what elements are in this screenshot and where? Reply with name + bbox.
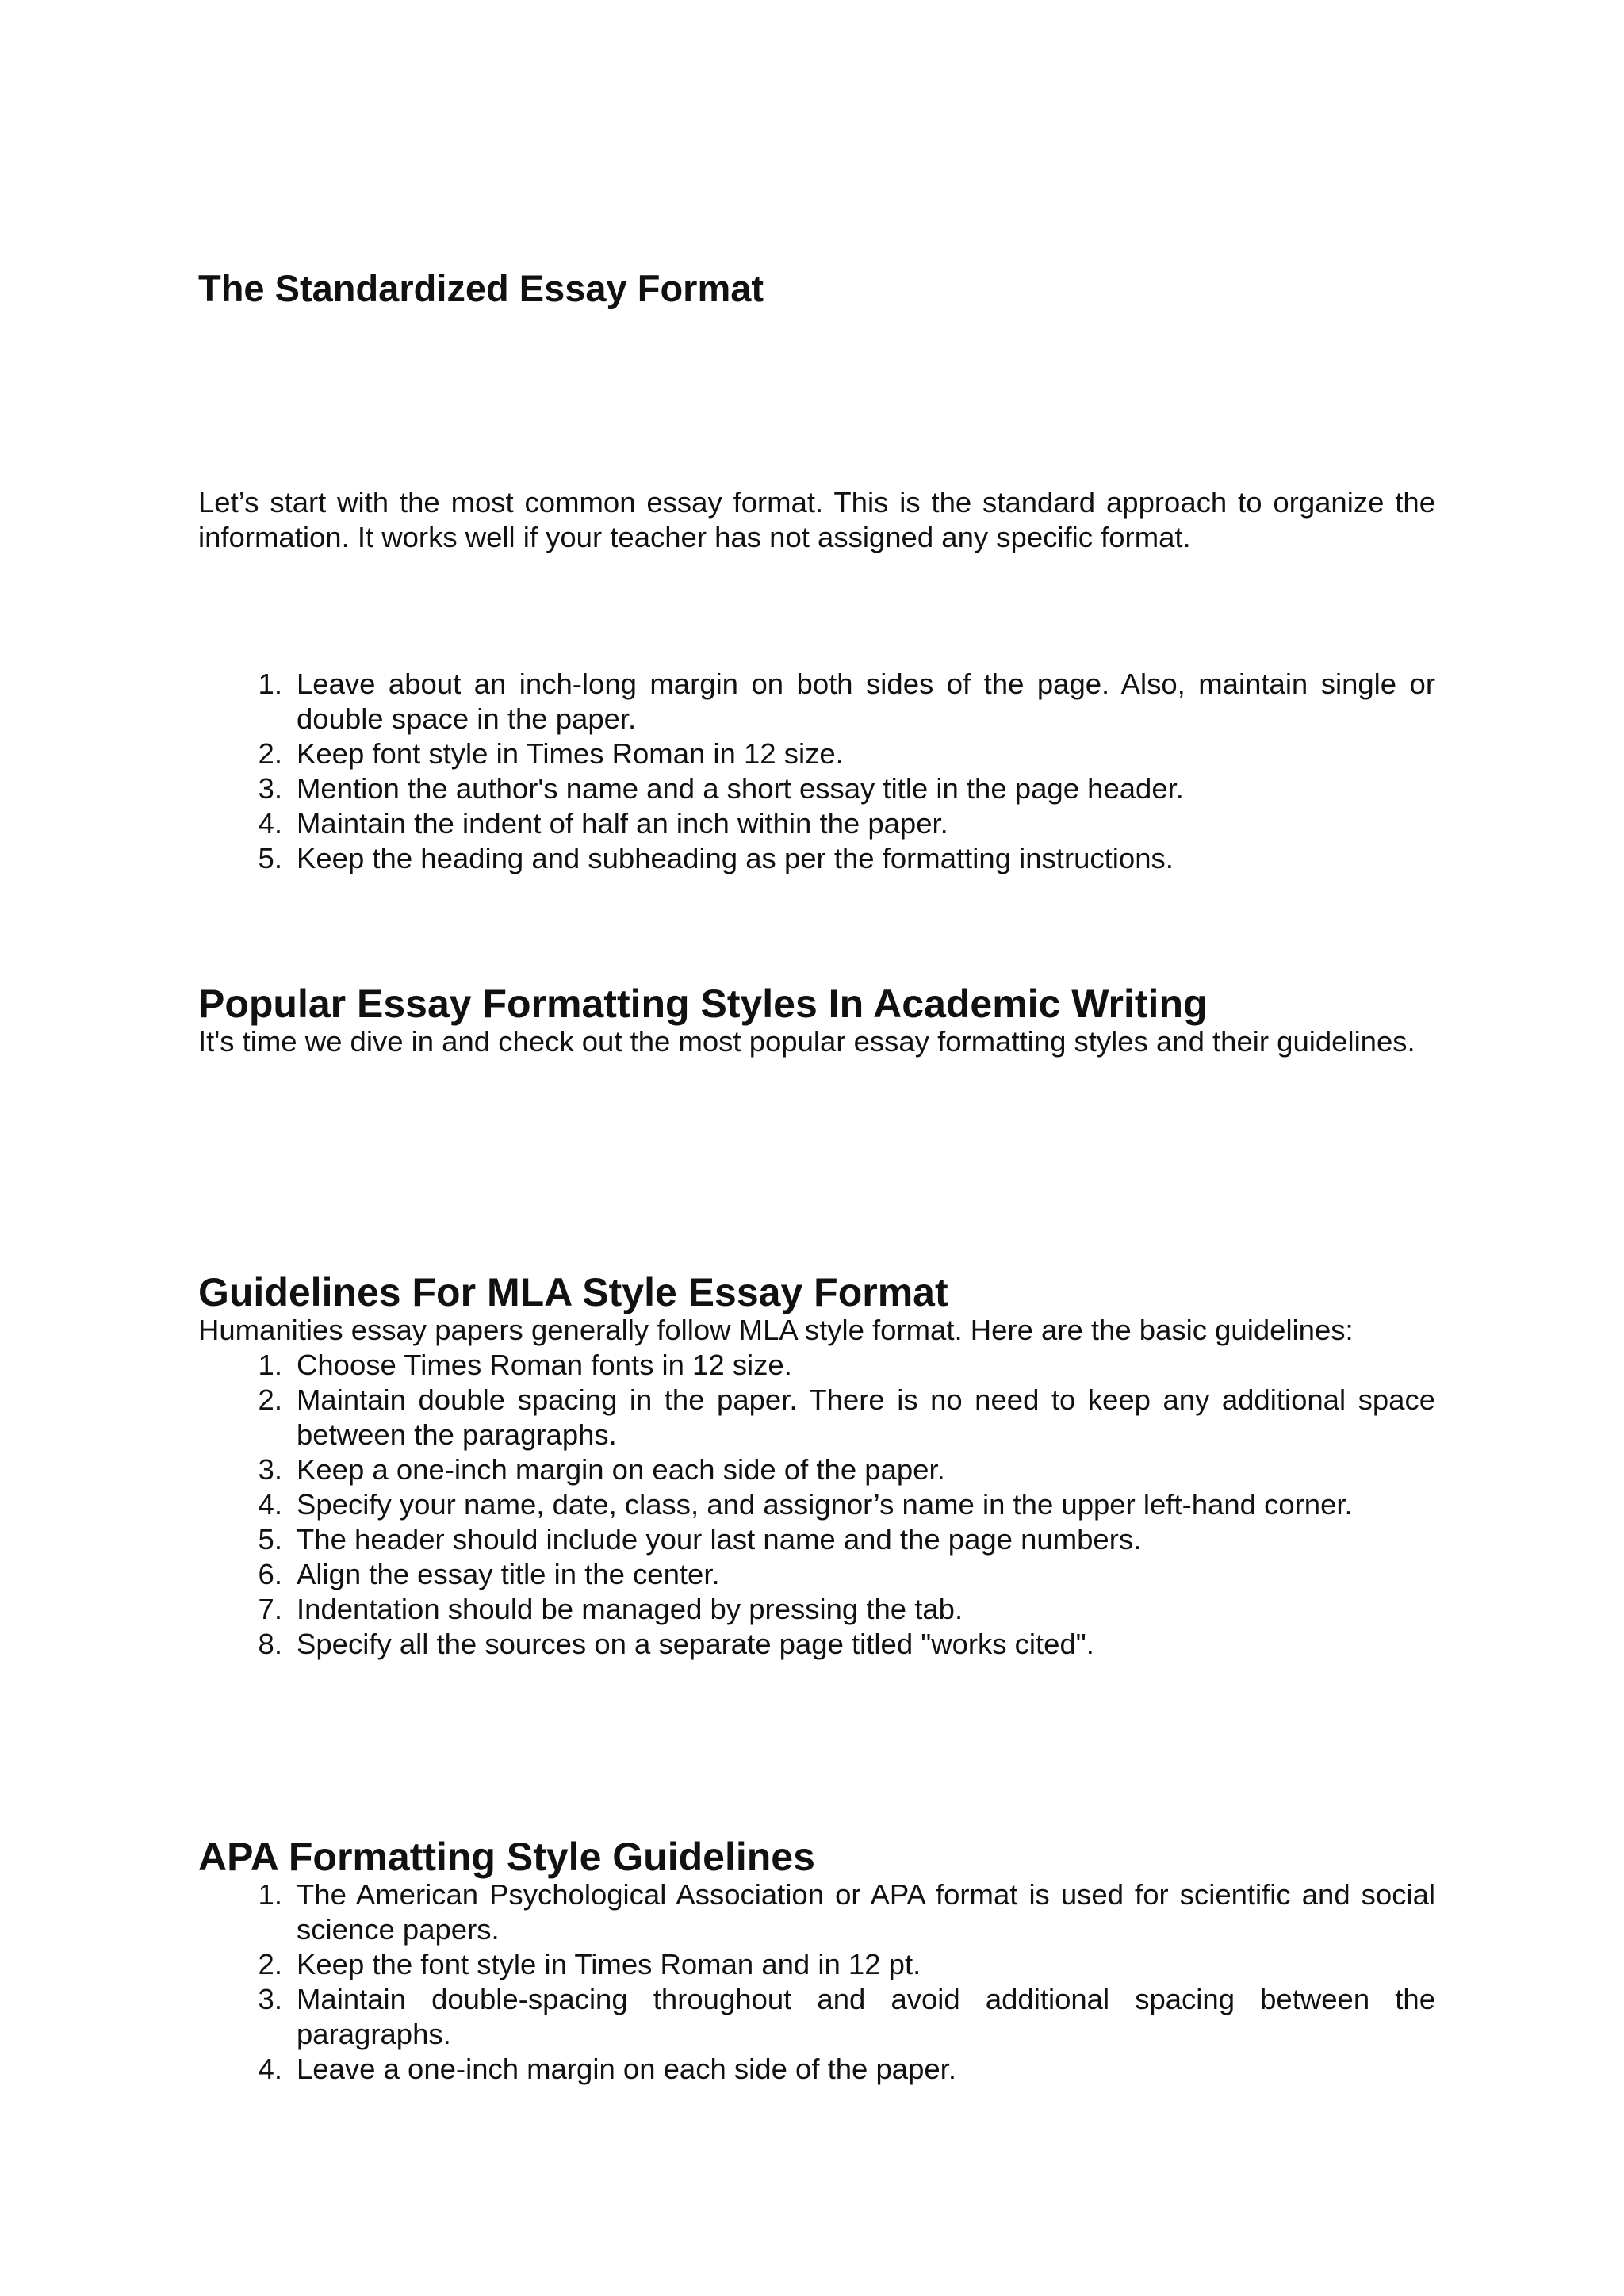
apa-guidelines-list [198, 1877, 1435, 2087]
list-item [198, 2052, 1435, 2087]
list-item [198, 841, 1435, 876]
list-item-number: 2. [258, 1383, 282, 1416]
list-item-number: 6. [258, 1558, 282, 1590]
standard-guidelines-list [198, 667, 1435, 876]
list-item [198, 1982, 1435, 2052]
list-item [198, 1522, 1435, 1557]
list-item-text: Specify all the sources on a separate page titled "works cited". [297, 1628, 1094, 1660]
list-item-text: Maintain double spacing in the paper. There is no need to keep any additional space between the paragraphs. [297, 1383, 1435, 1451]
list-item [198, 1487, 1435, 1522]
list-item-text: Leave a one-inch margin on each side of the paper. [297, 2053, 956, 2085]
list-item [198, 1557, 1435, 1592]
list-item-text: Keep the font style in Times Roman and in 12 pt. [297, 1948, 921, 1980]
mla-guidelines-list [198, 1348, 1435, 1662]
list-item-number: 1. [258, 1349, 282, 1381]
list-item-number: 5. [258, 1523, 282, 1556]
popular-styles-paragraph: It's time we dive in and check out the most popular essay formatting styles and their guidelines. [198, 1025, 1415, 1058]
list-item-text: Mention the author's name and a short essay title in the page header. [297, 772, 1184, 805]
list-item-number: 4. [258, 807, 282, 840]
list-item-text: Maintain the indent of half an inch within the paper. [297, 807, 948, 840]
standard-intro-paragraph: Let’s start with the most common essay format. This is the standard approach to organize the information. It works well if your teacher has not assigned any specific format. [198, 486, 1435, 553]
list-item-text: The American Psychological Association or APA format is used for scientific and social science papers. [297, 1878, 1435, 1946]
list-item-number: 2. [258, 737, 282, 770]
page-title: The Standardized Essay Format [198, 267, 764, 309]
list-item-number: 5. [258, 842, 282, 874]
list-item-number: 2. [258, 1948, 282, 1980]
list-item [198, 667, 1435, 737]
list-item-number: 7. [258, 1593, 282, 1625]
list-item-text: Maintain double-spacing throughout and avoid additional spacing between the paragraphs. [297, 1983, 1435, 2050]
mla-heading: Guidelines For MLA Style Essay Format [198, 1270, 948, 1314]
list-item [198, 1383, 1435, 1452]
list-item [198, 1452, 1435, 1487]
mla-intro-paragraph: Humanities essay papers generally follow MLA style format. Here are the basic guidelines: [198, 1314, 1354, 1346]
list-item-text: Leave about an inch-long margin on both sides of the page. Also, maintain single or double space in the paper. [297, 668, 1435, 735]
list-item-number: 3. [258, 772, 282, 805]
list-item-number: 4. [258, 1488, 282, 1521]
list-item [198, 1348, 1435, 1383]
list-item [198, 737, 1435, 771]
list-item [198, 1947, 1435, 1982]
list-item-text: Indentation should be managed by pressing the tab. [297, 1593, 963, 1625]
list-item-text: Keep a one-inch margin on each side of the paper. [297, 1453, 945, 1486]
list-item [198, 1877, 1435, 1947]
list-item-text: The header should include your last name and the page numbers. [297, 1523, 1142, 1556]
list-item-number: 8. [258, 1628, 282, 1660]
list-item-text: Choose Times Roman fonts in 12 size. [297, 1349, 792, 1381]
list-item [198, 771, 1435, 806]
list-item-number: 4. [258, 2053, 282, 2085]
popular-styles-heading: Popular Essay Formatting Styles In Academic Writing [198, 982, 1208, 1026]
list-item-number: 1. [258, 1878, 282, 1911]
list-item-text: Align the essay title in the center. [297, 1558, 720, 1590]
list-item [198, 806, 1435, 841]
list-item-text: Keep font style in Times Roman in 12 size. [297, 737, 844, 770]
list-item-text: Specify your name, date, class, and assignor’s name in the upper left-hand corner. [297, 1488, 1353, 1521]
list-item-number: 3. [258, 1453, 282, 1486]
list-item [198, 1627, 1435, 1662]
apa-heading: APA Formatting Style Guidelines [198, 1835, 815, 1879]
list-item-text: Keep the heading and subheading as per the formatting instructions. [297, 842, 1174, 874]
list-item [198, 1592, 1435, 1627]
list-item-number: 3. [258, 1983, 282, 2015]
list-item-number: 1. [258, 668, 282, 700]
